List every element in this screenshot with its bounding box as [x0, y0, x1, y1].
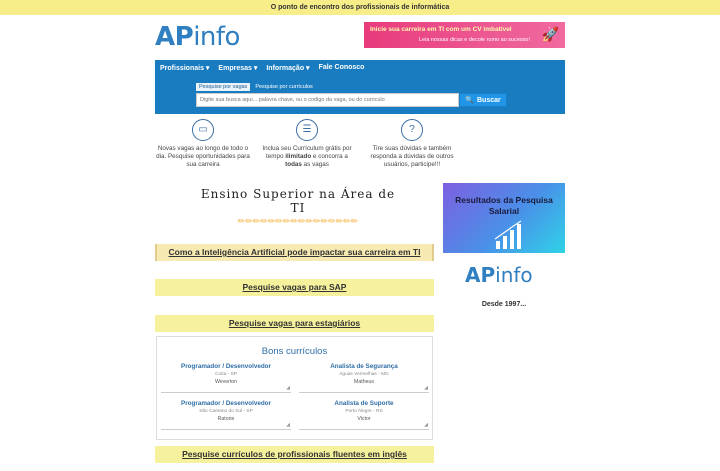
ensino-superior-banner[interactable]: [193, 187, 403, 226]
cta-ia-carreira[interactable]: Como a Inteligência Artificial pode impactar sua carreira em TI: [155, 244, 434, 261]
cv-location: Águas Vermelhas - MG: [339, 372, 389, 377]
form-icon: ☰: [296, 119, 318, 141]
tab-pesquise-vagas[interactable]: Pesquise por vagas: [196, 83, 250, 91]
apinfo-side-banner[interactable]: [443, 257, 565, 323]
feature-curriculum[interactable]: [257, 119, 357, 169]
cv-card[interactable]: [299, 363, 429, 393]
cta-curriculos-ingles[interactable]: Pesquise currículos de profissionais fluentes em inglês: [155, 446, 434, 463]
cv-role: Analista de Suporte: [334, 400, 394, 407]
feature-vagas-text: Novas vagas ao longo de todo o dia. Pesquise oportunidades para sua carreira: [156, 145, 250, 168]
cv-name: Matheus: [354, 379, 374, 385]
resize-corner-icon: ◢: [424, 422, 428, 428]
apinfo-side-logo: APinfo: [465, 263, 533, 287]
cv-card[interactable]: [299, 400, 429, 430]
logo-ap: AP: [155, 22, 194, 52]
nav-item-fale-conosco[interactable]: Fale Conosco: [318, 64, 365, 71]
topbar-tagline: O ponto de encontro dos profissionais de informática: [0, 0, 720, 15]
bar-chart-icon: [493, 219, 523, 249]
cv-card[interactable]: [161, 400, 291, 430]
logo-info: info: [193, 22, 240, 52]
resize-corner-icon: ◢: [424, 385, 428, 391]
pencil-row-icon: ✏✏✏✏✏✏✏✏✏✏✏✏✏✏✏✏: [237, 216, 359, 226]
id-card-icon: ▭: [192, 119, 214, 141]
cv-role: Programador / Desenvolvedor: [181, 363, 271, 370]
search-input[interactable]: [196, 93, 459, 107]
search-icon: 🔍: [465, 97, 474, 104]
question-icon: ?: [401, 119, 423, 141]
cv-location: Porto Alegre - RS: [345, 409, 383, 414]
promo-banner[interactable]: [364, 22, 565, 48]
nav-item-empresas[interactable]: Empresas ▾: [218, 65, 258, 72]
promo-line2: Leia nossas dicas e decole rumo ao sucesso!: [419, 37, 530, 43]
bons-curriculos-panel: [156, 336, 433, 440]
cv-name: Ratone: [217, 416, 235, 422]
rocket-icon: 🚀: [541, 26, 559, 42]
pesquisa-salarial-banner[interactable]: [443, 183, 565, 253]
feature-vagas[interactable]: [153, 119, 253, 169]
ensino-title: Ensino Superior na Área de TI: [200, 187, 396, 215]
nav-item-informacao[interactable]: Informação ▾: [266, 65, 310, 72]
promo-line1: Inicie sua carreira em TI com um CV imbatível: [370, 26, 512, 33]
bons-curriculos-heading: Bons currículos: [261, 346, 328, 357]
tab-pesquise-curriculos[interactable]: Pesquise por currículos: [255, 84, 313, 90]
feature-curriculum-text: Inclua seu Currículum grátis por tempo ilimitado e concorra a todas as vagas: [262, 145, 352, 168]
search-button[interactable]: [459, 93, 507, 107]
search-button-label: Buscar: [476, 96, 501, 104]
feature-duvidas[interactable]: [362, 119, 462, 169]
cv-name: Victor: [357, 416, 371, 422]
feature-duvidas-text: Tire suas dúvidas e também responda a dúvidas de outros usuários, participe!!!: [370, 145, 454, 168]
cta-vagas-estagiarios[interactable]: Pesquise vagas para estagiários: [155, 315, 434, 332]
nav-bar: [155, 60, 565, 114]
nav-item-profissionais[interactable]: Profissionais ▾: [160, 65, 210, 72]
cv-location: São Caetano do Sul - SP: [199, 409, 253, 414]
cv-card[interactable]: [161, 363, 291, 393]
search-tabs: [196, 83, 316, 91]
cta-vagas-sap[interactable]: Pesquise vagas para SAP: [155, 279, 434, 296]
resize-corner-icon: ◢: [286, 385, 290, 391]
cv-location: Cotia - SP: [215, 372, 237, 377]
cv-role: Analista de Segurança: [330, 363, 398, 370]
resize-corner-icon: ◢: [286, 422, 290, 428]
site-logo[interactable]: [155, 22, 240, 52]
desde-1997-text: Desde 1997...: [481, 301, 527, 308]
pesquisa-salarial-text: Resultados da Pesquisa Salarial: [455, 195, 553, 216]
cv-role: Programador / Desenvolvedor: [181, 400, 271, 407]
nav-menu: [160, 64, 364, 72]
cv-name: Weverton: [214, 379, 238, 385]
